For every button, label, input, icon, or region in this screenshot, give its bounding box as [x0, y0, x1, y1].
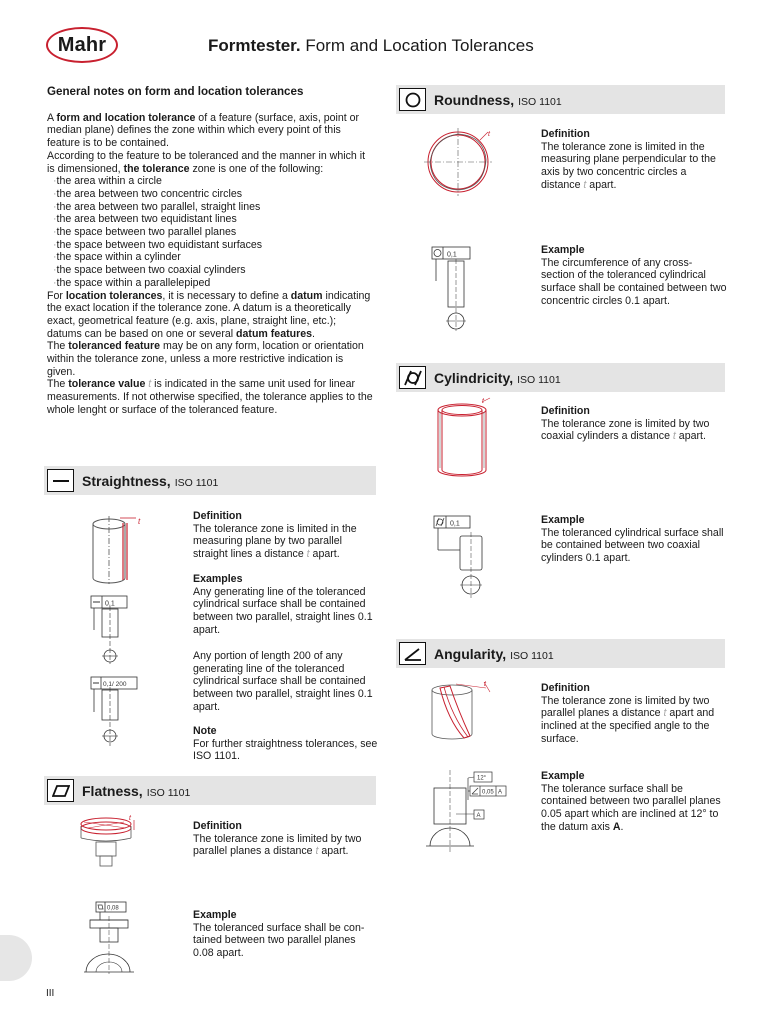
cylindricity-example [541, 514, 727, 565]
iso-ref: ISO 1101 [146, 786, 191, 799]
text: The tolerance surface shall be contained between two parallel planes 0.05 apart which are inclined at 12° to the datum axis [541, 782, 721, 833]
text: The tolerance zone is limited by two coaxial cylinders a distance [541, 417, 710, 443]
page-number: III [46, 988, 55, 999]
t-symbol: t [315, 845, 319, 858]
example-heading: Example [541, 514, 585, 526]
text: The [47, 378, 69, 391]
text: The tolerance zone is limited by two parallel planes a distance [541, 694, 710, 720]
angularity-example [541, 770, 727, 834]
title-rest: Form and Location Tolerances [305, 36, 534, 55]
angle-value: 12° [477, 775, 487, 782]
intro-p1 [47, 112, 373, 150]
text: . [620, 820, 624, 833]
term: form and location tolerance [56, 111, 196, 124]
t-symbol: t [145, 378, 152, 391]
frame-value: 0,1/ 200 [103, 681, 127, 688]
definition-text [541, 418, 727, 443]
text: apart. [318, 845, 349, 858]
list-item: · the space between two parallel planes [53, 226, 373, 239]
list-item: · the space between two coaxial cylinders [53, 264, 373, 277]
straightness-note [193, 725, 379, 763]
roundness-definition [541, 128, 727, 192]
definition-heading: Definition [193, 820, 242, 832]
text: apart. [309, 548, 340, 561]
example1-text: Any generating line of the toleranced cylindrical surface shall be contained between two parallel, straight lines 0.1 apart. [193, 585, 373, 636]
term: datum features [236, 327, 312, 340]
page-tab [0, 935, 32, 981]
straightness-example2-figure [88, 674, 148, 748]
definition-text [193, 833, 379, 858]
text: of a feature (surface, axis, point or median plane) defines the zone within which every point of this feature is to be contained. [47, 111, 360, 150]
datum-ref: A [612, 820, 621, 833]
name: Cylindricity, [434, 369, 514, 386]
straightness-definition-figure [80, 508, 150, 588]
flatness-definition [193, 820, 379, 858]
title-bold: Formtester. [208, 36, 301, 55]
list-item: · the area between two equidistant lines [53, 213, 373, 226]
cylindricity-definition [541, 405, 727, 443]
t-symbol: t [663, 707, 667, 720]
t-symbol: t [306, 548, 310, 561]
name: Flatness, [82, 782, 143, 799]
text: apart. [675, 430, 706, 443]
intro-p2 [47, 150, 373, 175]
t-symbol: t [672, 430, 676, 443]
datum-letter: A [476, 813, 481, 819]
text: apart and inclined at the specified angle to the surface. [541, 707, 715, 745]
straightness-definition [193, 510, 379, 561]
iso-ref: ISO 1101 [518, 95, 562, 108]
definition-heading: Definition [541, 682, 590, 694]
section-name [82, 473, 218, 489]
name: Angularity, [434, 645, 507, 662]
text: The [47, 340, 69, 353]
text: . [312, 327, 315, 340]
text: The tolerance zone is limited in the measuring plane by two parallel straight lines a distance [193, 522, 357, 561]
roundness-icon [399, 88, 426, 111]
text: The tolerance zone is limited by two parallel planes a distance [193, 832, 362, 858]
roundness-example [541, 244, 727, 308]
definition-text [541, 141, 727, 192]
text: is indicated in the same unit used for linear measurements. If not otherwise specified, the tolerance applies to the whole lenght or surface of the toleranced feature. [47, 378, 373, 416]
svg-text:t: t [488, 131, 490, 138]
straightness-header [44, 466, 376, 495]
term: tolerance value [68, 378, 146, 391]
list-item: · the area within a circle [53, 175, 373, 188]
zone-list [47, 175, 373, 289]
intro-p4 [47, 340, 373, 378]
intro-section [47, 86, 373, 417]
straightness-example2: Any portion of length 200 of any generating line of the toleranced cylindrical surface shall be contained between two parallel, straight lines 0.1 apart. [193, 650, 373, 713]
name: Straightness, [82, 472, 171, 489]
definition-text [193, 523, 379, 561]
frame-value: 0,1 [450, 520, 460, 528]
intro-heading: General notes on form and location tolerances [47, 85, 304, 98]
frame-value: 0,08 [107, 905, 119, 912]
straightness-examples [193, 573, 379, 637]
text: apart. [586, 178, 617, 191]
mahr-logo [46, 27, 118, 63]
text: The tolerance zone is limited in the measuring plane perpendicular to the axis by two concentric circles a distance [541, 140, 716, 191]
svg-text:t: t [484, 681, 486, 688]
straightness-icon [47, 469, 74, 492]
example-text [541, 783, 727, 834]
examples-heading: Examples [193, 573, 243, 585]
term: toleranced feature [68, 340, 161, 353]
iso-ref: ISO 1101 [174, 476, 219, 489]
list-item: · the space within a parallelepiped [53, 277, 373, 290]
roundness-definition-figure [422, 128, 498, 198]
note-heading: Note [193, 725, 217, 737]
datum-letter: A [498, 789, 503, 796]
angularity-definition [541, 682, 727, 746]
frame-value: 0,1 [105, 600, 115, 608]
flatness-definition-figure [76, 812, 146, 872]
term: the tolerance [123, 162, 190, 175]
definition-heading: Definition [193, 510, 242, 522]
intro-p3 [47, 290, 373, 341]
list-item: · the area between two parallel, straight lines [53, 201, 373, 214]
logo-text: Mahr [57, 33, 107, 56]
text: , it is necessary to define a [162, 289, 291, 302]
note-text: For further straightness tolerances, see ISO 1101. [193, 737, 378, 763]
iso-ref: ISO 1101 [517, 373, 561, 386]
text: zone is one of the following: [189, 162, 324, 175]
example-text: The toleranced surface shall be con- tained between two parallel planes 0.08 apart. [193, 921, 365, 960]
example-heading: Example [541, 770, 585, 782]
definition-text [541, 695, 727, 746]
angularity-example-figure [426, 770, 514, 852]
section-name [434, 92, 562, 108]
flatness-icon [47, 779, 74, 802]
page-title [208, 36, 534, 56]
name: Roundness, [434, 91, 515, 108]
definition-heading: Definition [541, 128, 590, 140]
flatness-example [193, 909, 379, 960]
t-symbol: t [583, 178, 587, 191]
svg-text:t: t [482, 398, 484, 405]
text: indicating the exact location if the tolerance zone. A datum is a theoretically exact, geometrical feature (e.g. axis, plane, straight line, etc.); datums can be based on one or several [47, 289, 371, 340]
example-heading: Example [193, 909, 237, 921]
cylindricity-definition-figure [432, 396, 498, 482]
list-item: · the space between two equidistant surfaces [53, 239, 373, 252]
term: datum [290, 289, 323, 302]
text: For [47, 289, 66, 302]
cylindricity-header [396, 363, 725, 392]
svg-text:t: t [129, 815, 131, 822]
example-text: The toleranced cylindrical surface shall be contained between two coaxial cylinders 0.1 apart. [541, 526, 724, 565]
angularity-definition-figure [426, 680, 506, 746]
term: location tolerances [65, 289, 163, 302]
frame-value: 0,05 [482, 789, 494, 796]
definition-heading: Definition [541, 405, 590, 417]
text: may be on any form, location or orientation within the tolerance zone, unless a more restrictive indication is given. [47, 340, 364, 378]
list-item: · the area between two concentric circles [53, 188, 373, 201]
example-text: The circumference of any cross- section of the toleranced cylindrical surface shall be contained between two concentric circles 0.1 apart. [541, 256, 727, 307]
flatness-header [44, 776, 376, 805]
section-name [434, 646, 554, 662]
text: According to the feature to be toleranced and the manner in which it is dimensioned, [47, 149, 366, 175]
intro-p5 [47, 378, 373, 416]
angularity-icon [399, 642, 426, 665]
angularity-header [396, 639, 725, 668]
frame-value: 0,1 [447, 251, 457, 259]
section-name [82, 783, 190, 799]
svg-text:t: t [138, 517, 141, 526]
text: A [47, 111, 57, 124]
section-name [434, 370, 561, 386]
iso-ref: ISO 1101 [510, 649, 554, 662]
roundness-example-figure [430, 245, 478, 331]
cylindricity-icon [399, 366, 426, 389]
example-heading: Example [541, 244, 585, 256]
roundness-header [396, 85, 725, 114]
straightness-example1-figure [88, 592, 138, 666]
cylindricity-example-figure [432, 514, 484, 598]
list-item: · the space within a cylinder [53, 251, 373, 264]
flatness-example-figure [84, 900, 140, 974]
